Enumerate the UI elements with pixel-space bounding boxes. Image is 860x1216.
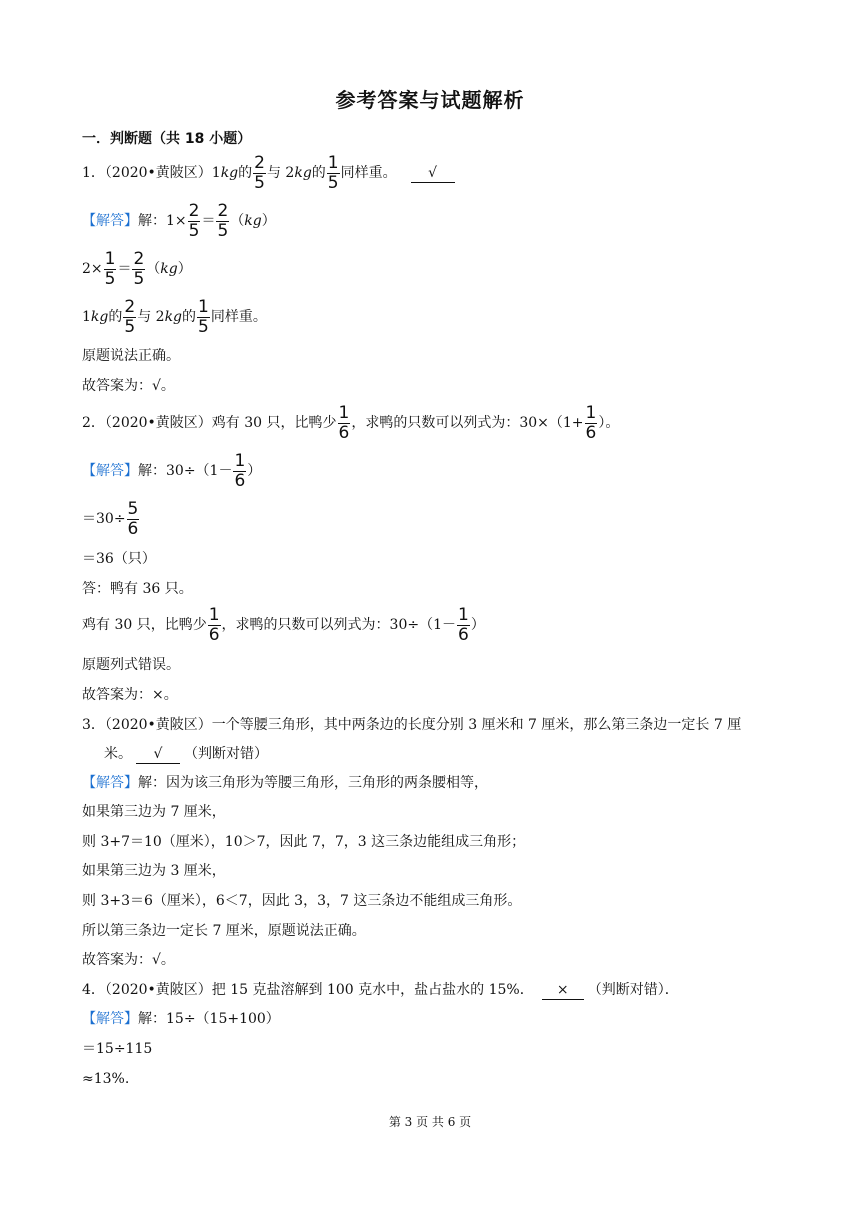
solution-line: ＝36（只） bbox=[82, 551, 156, 567]
fraction: $\frac{1}{5}$ bbox=[104, 248, 116, 289]
page-footer: 第 3 页 共 6 页 bbox=[388, 1115, 472, 1129]
question-1: 1．（2020•黄陂区）1 kg 的 $\frac{2}{5}$ 与 2 kg 的 $\frac{1}{5}$ 同样重。 √ bbox=[82, 162, 459, 184]
solution-line: 【解答】 解：30÷（1－ $\frac{1}{6}$ ） bbox=[82, 450, 262, 491]
solution-line: 2× $\frac{1}{5}$ ＝ $\frac{2}{5}$ （ kg ） bbox=[82, 248, 192, 289]
solution-tag: 【解答】 bbox=[82, 213, 138, 229]
solution-line: 所以第三条边一定长 7 厘米，原题说法正确。 bbox=[82, 923, 366, 939]
solution-line: 答：鸭有 36 只。 bbox=[82, 581, 193, 597]
answer-blank: × bbox=[542, 981, 584, 1000]
solution-line: 原题说法正确。 bbox=[82, 348, 180, 364]
solution-line: ≈13%. bbox=[82, 1071, 130, 1087]
solution-line: 则 3+7＝10（厘米），10＞7，因此 7，7，3 这三条边能组成三角形； bbox=[82, 834, 526, 850]
question-3-cont: 米。 √ （判断对错） bbox=[104, 745, 268, 762]
answer-line: 故答案为：√。 bbox=[82, 378, 175, 394]
fraction: $\frac{2}{5}$ bbox=[188, 200, 200, 241]
answer-line: 故答案为：√。 bbox=[82, 952, 175, 968]
solution-line: 1 kg 的 $\frac{2}{5}$ 与 2 kg 的 $\frac{1}{5}$ 同样重。 bbox=[82, 296, 267, 337]
fraction: $\frac{2}{5}$ bbox=[133, 248, 145, 289]
fraction: $\frac{1}{6}$ bbox=[585, 402, 597, 443]
solution-line: 原题列式错误。 bbox=[82, 657, 180, 673]
solution-line: 鸡有 30 只，比鸭少 $\frac{1}{6}$ ，求鸭的只数可以列式为：30÷（1－ $\frac{1}{6}$ ） bbox=[82, 604, 485, 645]
fraction: $\frac{1}{5}$ bbox=[327, 152, 339, 193]
fraction: $\frac{1}{6}$ bbox=[234, 450, 246, 491]
fraction: $\frac{5}{6}$ bbox=[127, 498, 139, 539]
answer-line: 故答案为：×。 bbox=[82, 687, 178, 703]
solution-line: 如果第三边为 7 厘米， bbox=[82, 804, 226, 820]
fraction: $\frac{2}{5}$ bbox=[217, 200, 229, 241]
solution-tag: 【解答】 bbox=[82, 463, 138, 479]
fraction: $\frac{1}{6}$ bbox=[458, 604, 469, 645]
answer-blank: √ bbox=[136, 745, 180, 764]
fraction: $\frac{2}{5}$ bbox=[124, 296, 136, 337]
answer-blank: √ bbox=[411, 164, 455, 183]
fraction: $\frac{1}{6}$ bbox=[338, 402, 350, 443]
question-2: 2．（2020•黄陂区）鸡有 30 只，比鸭少 $\frac{1}{6}$ ，求鸭的只数可以列式为：30×（1+ $\frac{1}{6}$ ）。 bbox=[82, 402, 620, 443]
solution-line: 【解答】 解：15÷（15+100） bbox=[82, 1008, 280, 1030]
section-heading: 一．判断题（共 18 小题） bbox=[82, 131, 252, 147]
solution-tag: 【解答】 bbox=[82, 1011, 138, 1027]
solution-line: 【解答】 解：因为该三角形为等腰三角形，三角形的两条腰相等， bbox=[82, 772, 488, 794]
solution-line: ＝30÷ $\frac{5}{6}$ bbox=[82, 498, 139, 539]
solution-line: ＝15÷115 bbox=[82, 1041, 153, 1057]
solution-line: 则 3+3＝6（厘米），6＜7，因此 3，3，7 这三条边不能组成三角形。 bbox=[82, 893, 522, 909]
question-3: 3．（2020•黄陂区）一个等腰三角形，其中两条边的长度分别 3 厘米和 7 厘米，那么第三条边一定长 7 厘 bbox=[82, 717, 742, 733]
fraction: $\frac{2}{5}$ bbox=[254, 152, 265, 193]
fraction: $\frac{1}{6}$ bbox=[208, 604, 220, 645]
fraction: $\frac{1}{5}$ bbox=[198, 296, 209, 337]
unit-kg: kg bbox=[220, 165, 239, 181]
solution-line: 如果第三边为 3 厘米， bbox=[82, 863, 226, 879]
page-title: 参考答案与试题解析 bbox=[335, 88, 525, 112]
question-4: 4．（2020•黄陂区）把 15 克盐溶解到 100 克水中，盐占盐水的 15%． × （判断对错）． bbox=[82, 981, 679, 998]
solution-line: 【解答】 解：1× $\frac{2}{5}$ ＝ $\frac{2}{5}$ （ kg ） bbox=[82, 200, 276, 241]
solution-tag: 【解答】 bbox=[82, 775, 138, 791]
